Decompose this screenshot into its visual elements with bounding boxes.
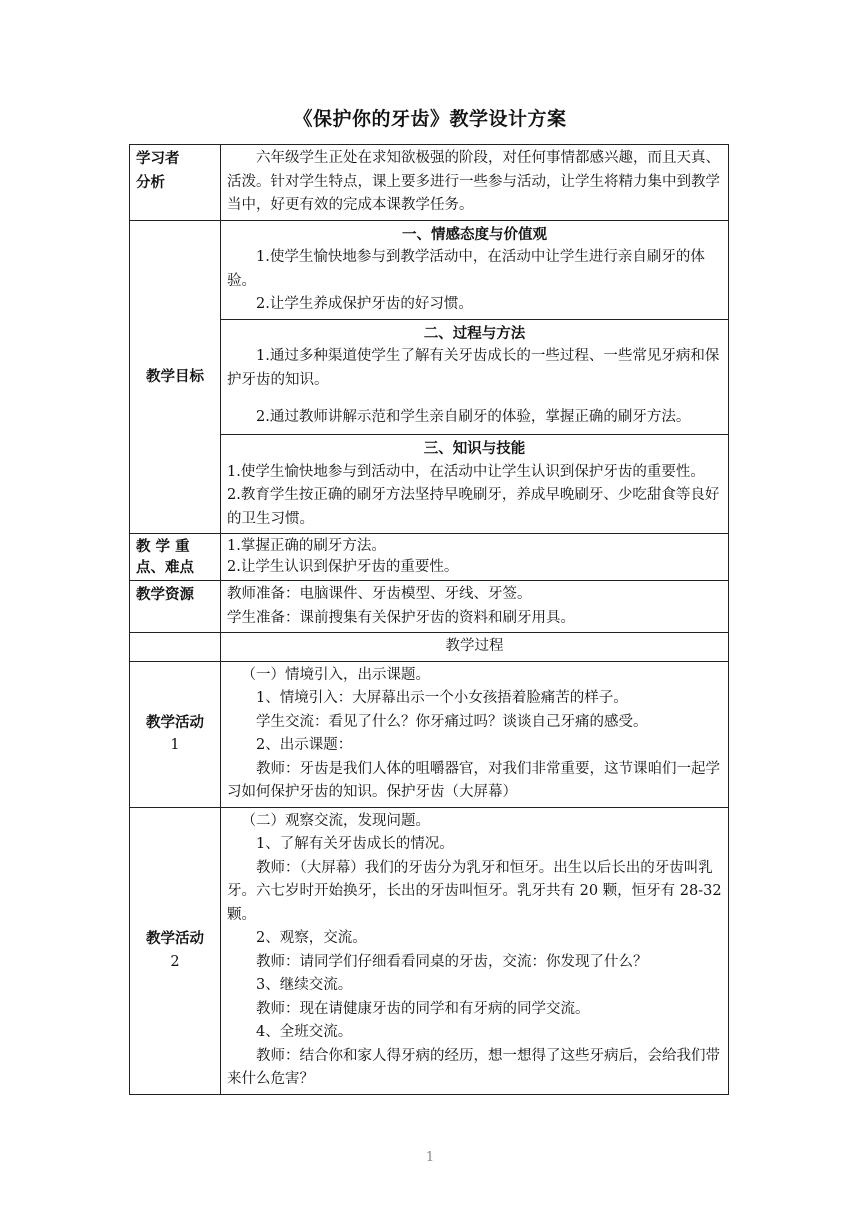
table-row	[130, 581, 729, 633]
activity2-line: 教师：请同学们仔细看看同桌的牙齿，交流：你发现了什么？	[256, 953, 648, 970]
key-point-item: 1.掌握正确的刷牙方法。	[227, 538, 386, 554]
key-points-content	[221, 534, 729, 581]
resource-item: 教师准备：电脑课件、牙齿模型、牙线、牙签。	[227, 586, 532, 602]
resources-content	[221, 581, 729, 633]
activity1-line: 2、出示课题：	[256, 737, 353, 753]
activity2-line: 教师：结合你和家人得牙病的经历，想一想得了这些牙病后，会给我们带来什么危害？	[227, 1047, 720, 1087]
learner-label-line2: 分析	[136, 173, 165, 191]
activity1-line: 教师：牙齿是我们人体的咀嚼器官，对我们非常重要，这节课咱们一起学习如何保护牙齿的知识。保护牙齿（大屏幕）	[227, 760, 720, 800]
activity2-line: 4、全班交流。	[256, 1024, 353, 1040]
activity1-label-line1: 教学活动	[146, 713, 204, 731]
activity2-line: 1、了解有关牙齿成长的情况。	[256, 836, 454, 852]
activity2-line: 教师：现在请健康牙齿的同学和有牙病的同学交流。	[256, 1000, 590, 1017]
activity1-line: （一）情境引入，出示课题。	[241, 666, 430, 683]
goals-label: 教学目标	[130, 220, 221, 534]
activity1-label-line2: 1	[170, 737, 180, 753]
key-points-label-line1: 教 学 重	[136, 538, 190, 555]
table-row	[130, 145, 729, 221]
goal-heading-2: 二、过程与方法	[423, 324, 526, 342]
goal-section-3	[221, 435, 729, 534]
goal-item: 2.通过教师讲解示范和学生亲自刷牙的体验，掌握正确的刷牙方法。	[256, 409, 691, 425]
activity2-line: 3、继续交流。	[256, 977, 353, 993]
process-label-empty	[130, 633, 221, 662]
activity2-label-line2: 2	[170, 953, 180, 970]
activity1-line: 1、情境引入：大屏幕出示一个小女孩捂着脸痛苦的样子。	[256, 690, 628, 706]
resource-item: 学生准备：课前搜集有关保护牙齿的资料和刷牙用具。	[227, 609, 575, 626]
goal-item: 1.使学生愉快地参与到活动中，在活动中让学生认识到保护牙齿的重要性。	[227, 463, 705, 480]
table-row	[130, 220, 729, 319]
activity2-line: （二）观察交流，发现问题。	[241, 812, 430, 829]
key-points-label-line2: 点、难点	[136, 559, 194, 576]
table-row	[130, 633, 729, 662]
page-number: 1	[425, 1150, 435, 1165]
lesson-plan-table	[129, 144, 729, 1095]
goal-item: 1.通过多种渠道使学生了解有关牙齿成长的一些过程、一些常见牙病和保护牙齿的知识。	[227, 348, 720, 388]
learner-label-line1: 学习者	[136, 150, 180, 167]
learner-text: 六年级学生正处在求知欲极强的阶段，对任何事情都感兴趣，而且天真、活泼。针对学生特点，课上要多进行一些参与活动，让学生将精力集中到教学当中，好更有效的完成本课教学任务。	[227, 150, 720, 213]
table-row	[130, 661, 729, 807]
key-point-item: 2.让学生认识到保护牙齿的重要性。	[227, 559, 459, 575]
table-row	[130, 534, 729, 581]
process-header-cell	[221, 633, 729, 662]
activity2-line: 教师：（大屏幕）我们的牙齿分为乳牙和恒牙。出生以后长出的牙齿叫乳牙。六七岁时开始换牙，长出的牙齿叫恒牙。乳牙共有 20 颗，恒牙有 28-32 颗。	[227, 859, 722, 923]
goal-item: 2.教育学生按正确的刷牙方法坚持早晚刷牙，养成早晚刷牙、少吃甜食等良好的卫生习惯。	[227, 487, 720, 527]
goal-heading-1: 一、情感态度与价值观	[402, 225, 547, 243]
learner-label	[130, 145, 221, 221]
resources-label: 教学资源	[130, 581, 221, 633]
activity2-label-line1: 教学活动	[146, 930, 204, 947]
goal-section-2	[221, 319, 729, 435]
process-header: 教学过程	[445, 638, 504, 654]
document-title: 《保护你的牙齿》教学设计方案	[293, 108, 567, 130]
activity1-line: 学生交流：看见了什么？你牙痛过吗？谈谈自己牙痛的感受。	[256, 713, 648, 730]
activity2-line: 2、观察，交流。	[256, 930, 367, 946]
goal-section-1	[221, 220, 729, 319]
learner-content	[221, 145, 729, 221]
table-row	[130, 807, 729, 1094]
activity1-content	[221, 661, 729, 807]
activity1-label	[130, 661, 221, 807]
activity2-content	[221, 807, 729, 1094]
goal-item: 1.使学生愉快地参与到教学活动中，在活动中让学生进行亲自刷牙的体验。	[227, 249, 705, 289]
key-points-label	[130, 534, 221, 581]
goal-heading-3: 三、知识与技能	[423, 440, 526, 457]
goal-item: 2.让学生养成保护牙齿的好习惯。	[256, 296, 473, 312]
activity2-label	[130, 807, 221, 1094]
